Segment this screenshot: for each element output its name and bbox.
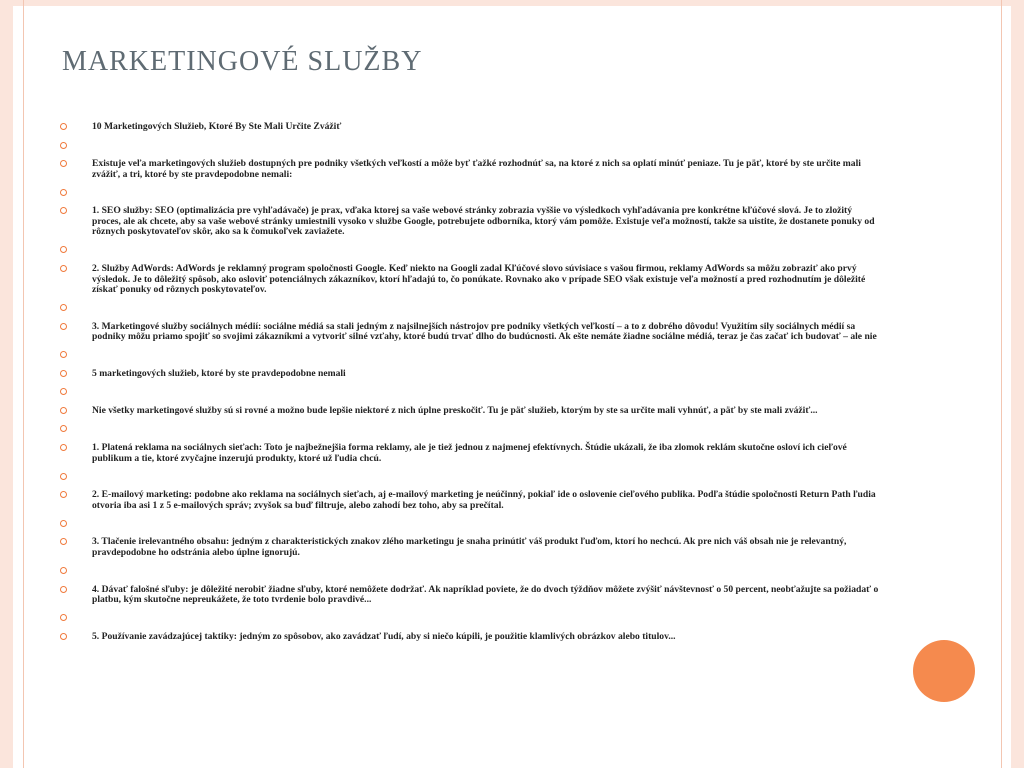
slide-content (60, 122, 880, 650)
list-item (60, 369, 880, 380)
bullet-circle-icon (60, 351, 67, 358)
bullet-circle-icon (60, 388, 67, 395)
list-item (60, 141, 880, 152)
list-item-text: 2. Služby AdWords: AdWords je reklamný program spoločnosti Google. Keď niekto na Googli zadal Kľúčové slovo súvisiace s vašou firmou, reklamy AdWords sa môžu zobraziť ako prvý výsledok. Je to dôležitý spôsob, ako osloviť potenciálnych zákazníkov, ktorí hľadajú to, čo ponúkate. Rovnako ako v prípade SEO však existuje veľa možností a pred rozhodnutím je dôležité získať ponuky od rôznych poskytovateľov. (92, 262, 866, 296)
list-item-text: 3. Marketingové služby sociálnych médií: sociálne médiá sa stali jedným z najsilnejších nástrojov pre podniky všetkých veľkostí – a to z dobrého dôvodu! Využitím sily sociálnych médií sa podniky môžu priamo spojiť so svojimi zákazníkmi a vytvoriť silné vzťahy, ktoré budú trvať dlho do budúcnosti. Ak ešte nemáte žiadne sociálne médiá, teraz je čas začať ich budovať – ale nie (92, 320, 877, 343)
bullet-circle-icon (60, 123, 67, 130)
bullet-circle-icon (60, 425, 67, 432)
bullet-list (60, 122, 880, 643)
decorative-circle (913, 640, 975, 702)
list-item (60, 387, 880, 398)
bullet-circle-icon (60, 265, 67, 272)
bullet-circle-icon (60, 538, 67, 545)
bullet-circle-icon (60, 207, 67, 214)
list-item (60, 188, 880, 199)
list-item (60, 537, 880, 558)
list-item-text: 1. Platená reklama na sociálnych sieťach: Toto je najbežnejšia forma reklamy, ale je tiež jednou z najmenej efektívnych. Štúdie ukázali, že iba zlomok reklám skutočne osloví ich cieľové publikum a tie, ktoré zvyčajne inzerujú produkty, ktoré už ľudia chcú. (92, 441, 847, 464)
list-item (60, 443, 880, 464)
list-item-text: 3. Tlačenie irelevantného obsahu: jedným z charakteristických znakov zlého marketingu je snaha prinútiť váš produkt ľuďom, ktorí ho nechcú. Ak pre nich váš obsah nie je relevantný, pravdepodobne ho odstránia alebo úplne ignorujú. (92, 536, 847, 558)
frame-line-left (23, 0, 24, 768)
list-item-text: 4. Dávať falošné sľuby: je dôležité nerobiť žiadne sľuby, ktoré nemôžete dodržať. Ak napríklad poviete, že do dvoch týždňov môžete zvýšiť návštevnosť o 50 percent, neobťažujte sa požiadať o platbu, kým skutočne nepreukážete, že toto tvrdenie bolo pravdivé... (92, 583, 879, 606)
bullet-circle-icon (60, 142, 67, 149)
bullet-circle-icon (60, 586, 67, 593)
list-item-text: 2. E-mailový marketing: podobne ako reklama na sociálnych sieťach, aj e-mailový marketing je neúčinný, pokiaľ ide o oslovenie cieľového publika. Podľa štúdie spoločnosti Return Path ľudia otvoria iba asi 1 z 5 e-mailových správ; zvyšok sa buď filtruje, alebo zahodí bez toho, aby sa prečítal. (92, 489, 876, 511)
list-item (60, 585, 880, 606)
list-item (60, 519, 880, 530)
bullet-circle-icon (60, 370, 67, 377)
bullet-circle-icon (60, 323, 67, 330)
frame-line-right (1001, 0, 1002, 768)
list-item (60, 245, 880, 256)
bullet-circle-icon (60, 473, 67, 480)
bullet-circle-icon (60, 407, 67, 414)
list-item (60, 350, 880, 361)
bullet-circle-icon (60, 520, 67, 527)
bullet-circle-icon (60, 491, 67, 498)
list-item-text: 5. Používanie zavádzajúcej taktiky: jedným zo spôsobov, ako zavádzať ľudí, aby si niečo kúpili, je použitie klamlivých obrázkov alebo titulov... (92, 630, 676, 642)
list-item (60, 303, 880, 314)
list-item (60, 490, 880, 511)
list-item (60, 264, 880, 296)
list-item (60, 472, 880, 483)
list-item (60, 159, 880, 180)
list-item (60, 406, 880, 417)
list-item-text: 5 marketingových služieb, ktoré by ste pravdepodobne nemali (92, 367, 346, 379)
bullet-circle-icon (60, 614, 67, 621)
list-item-text: Existuje veľa marketingových služieb dostupných pre podniky všetkých veľkostí a môže byť ťažké rozhodnúť sa, na ktoré z nich sa oplatí minúť peniaze. Tu je päť, ktoré by ste určite mali zvážiť, a tri, ktoré by ste pravdepodobne nemali: (92, 158, 861, 180)
bullet-circle-icon (60, 567, 67, 574)
bullet-circle-icon (60, 160, 67, 167)
bullet-circle-icon (60, 189, 67, 196)
bullet-circle-icon (60, 246, 67, 253)
list-item (60, 122, 880, 133)
list-item (60, 424, 880, 435)
bullet-circle-icon (60, 444, 67, 451)
list-item (60, 206, 880, 238)
list-item (60, 613, 880, 624)
list-item-text: Nie všetky marketingové služby sú si rovné a možno bude lepšie niektoré z nich úplne preskočiť. Tu je päť služieb, ktorým by ste sa určite mali vyhnúť, a päť by ste mali zvážiť... (92, 404, 818, 416)
bullet-circle-icon (60, 304, 67, 311)
list-item-text: 1. SEO služby: SEO (optimalizácia pre vyhľadávače) je prax, vďaka ktorej sa vaše webové stránky zobrazia vyššie vo výsledkoch vyhľadávania pre konkrétne kľúčové slová. Je to zložitý proces, ale ak chcete, aby sa vaše webové stránky umiestnili vysoko v službe Google, potrebujete odborníka, ktorý vám pomôže. Existuje veľa možností, takže sa uistite, že dostanete ponuky od rôznych poskytovateľov skôr, ako sa k čomukoľvek zaviažete. (92, 205, 875, 238)
list-item (60, 632, 880, 643)
bullet-circle-icon (60, 633, 67, 640)
list-item (60, 322, 880, 343)
list-item-text: 10 Marketingových Služieb, Ktoré By Ste Mali Určite Zvážiť (92, 121, 342, 132)
slide-title: MARKETINGOVÉ SLUŽBY (62, 46, 423, 77)
list-item (60, 566, 880, 577)
